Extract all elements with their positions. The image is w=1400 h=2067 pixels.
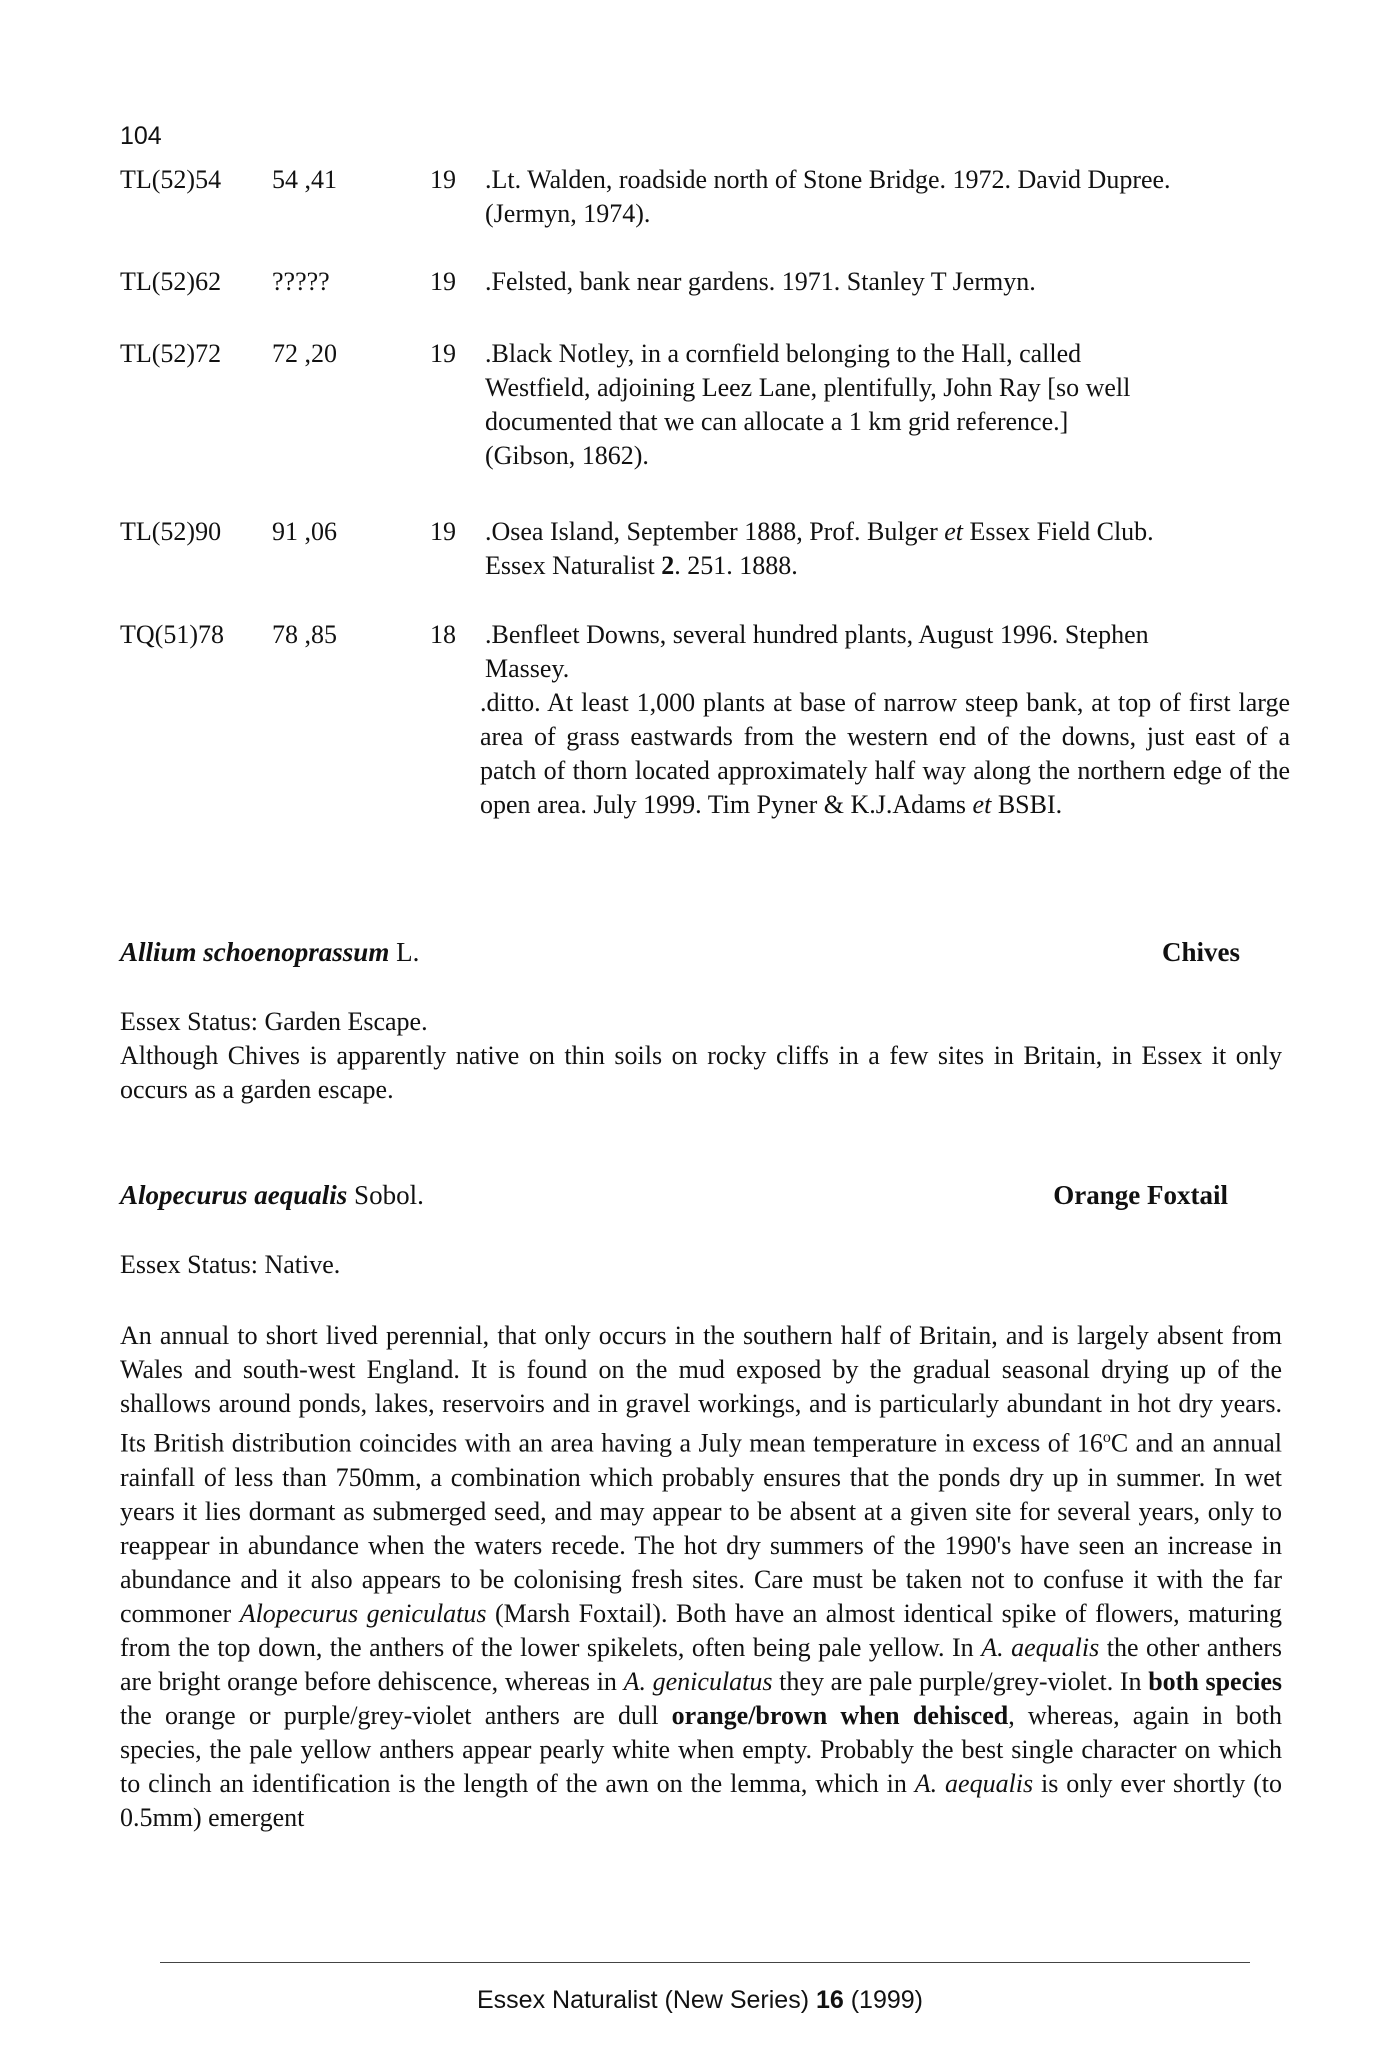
grid-square: TQ(51)78	[120, 620, 224, 649]
species-common-name: Chives	[1161, 937, 1240, 967]
grid-square: TL(52)54	[120, 165, 222, 194]
grid-square: TL(52)62	[120, 267, 222, 296]
species-description: Although Chives is apparently native on thin soils on rocky cliffs in a few sites in Britain, in Essex it only occurs as a garden escape.	[120, 1041, 1282, 1104]
record-line: .Lt. Walden, roadside north of Stone Bridge. 1972. David Dupree.	[485, 165, 1171, 194]
record-line: Massey.	[485, 654, 570, 683]
record-line: Westfield, adjoining Leez Lane, plentifully, John Ray [so well	[485, 373, 1131, 402]
species-common-name: Orange Foxtail	[1053, 1180, 1228, 1210]
species-scientific-name: Alopecurus aequalis	[120, 1180, 348, 1210]
grid-square: TL(52)72	[120, 339, 222, 368]
record-count: 19	[430, 339, 456, 368]
record-count: 19	[430, 517, 456, 546]
species-author: L.	[389, 937, 420, 967]
grid-coords: ?????	[272, 267, 330, 296]
record-count: 19	[430, 165, 456, 194]
species-heading	[120, 935, 1240, 969]
species-status: Essex Status: Native.	[120, 1250, 341, 1279]
footer-divider	[160, 1962, 1250, 1963]
record-line: (Gibson, 1862).	[485, 441, 649, 470]
grid-coords: 91 ,06	[272, 517, 337, 546]
record-continuation: .ditto. At least 1,000 plants at base of narrow steep bank, at top of first large area of grass eastwards from the western end of the downs, just east of a patch of thorn located approximately half way along the northern edge of the open area. July 1999. Tim Pyner & K.J.Adams et BSBI.	[480, 688, 1290, 819]
record-line: .Osea Island, September 1888, Prof. Bulger et Essex Field Club.	[485, 517, 1154, 546]
species-scientific-name: Allium schoenoprassum	[120, 937, 390, 967]
record-line: .Benfleet Downs, several hundred plants, August 1996. Stephen	[485, 620, 1149, 649]
record-text	[485, 337, 1295, 473]
species-heading	[120, 1178, 1240, 1212]
record-line: .Felsted, bank near gardens. 1971. Stanley T Jermyn.	[485, 267, 1036, 296]
record-count: 19	[430, 267, 456, 296]
page-footer: Essex Naturalist (New Series) 16 (1999)	[476, 1986, 923, 2014]
record-line: Essex Naturalist 2. 251. 1888.	[485, 551, 798, 580]
record-text	[485, 265, 1295, 299]
record-count: 18	[430, 620, 456, 649]
species-status: Essex Status: Garden Escape.	[120, 1007, 428, 1036]
species-author: Sobol.	[347, 1180, 424, 1210]
species-description: An annual to short lived perennial, that only occurs in the southern half of Britain, and is largely absent from Wales and south-west England. It is found on the mud exposed by the gradual seasonal drying up of the shallows around ponds, lakes, reservoirs and in gravel workings, and is particularly abundant in hot dry years. Its British distribution coincides with an area having a July mean temperature in excess of 16$^o$C and an annual rainfall of less than 750mm, a combination which probably ensures that the ponds dry up in summer. In wet years it lies dormant as submerged seed, and may appear to be absent at a given site for several years, only to reappear in abundance when the waters recede. The hot dry summers of the 1990's have seen an increase in abundance and it also appears to be colonising fresh sites. Care must be taken not to confuse it with the far commoner Alopecurus geniculatus (Marsh Foxtail). Both have an almost identical spike of flowers, maturing from the top down, the anthers of the lower spikelets, often being pale yellow. In A. aequalis the other anthers are bright orange before dehiscence, whereas in A. geniculatus they are pale purple/grey-violet. In both species the orange or purple/grey-violet anthers are dull orange/brown when dehisced, whereas, again in both species, the pale yellow anthers appear pearly white when empty. Probably the best single character on which to clinch an identification is the length of the awn on the lemma, which in A. aequalis is only ever shortly (to 0.5mm) emergent	[120, 1321, 1283, 1832]
grid-square: TL(52)90	[120, 517, 222, 546]
grid-coords: 72 ,20	[272, 339, 337, 368]
record-text	[485, 618, 1295, 686]
record-line: (Jermyn, 1974).	[485, 199, 651, 228]
record-line: .Black Notley, in a cornfield belonging to the Hall, called	[485, 339, 1082, 368]
record-text	[485, 515, 1295, 583]
record-text	[485, 163, 1295, 231]
grid-coords: 78 ,85	[272, 620, 337, 649]
page-number: 104	[120, 122, 162, 150]
record-line: documented that we can allocate a 1 km grid reference.]	[485, 407, 1069, 436]
grid-coords: 54 ,41	[272, 165, 337, 194]
